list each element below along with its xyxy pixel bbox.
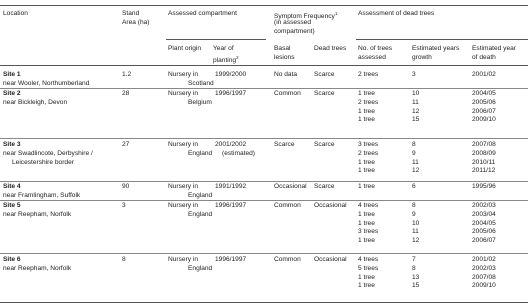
year-of-planting: 1996/1997 xyxy=(215,256,247,263)
estimated-years-growth: 10 xyxy=(412,90,420,97)
dead-trees-frequency: Scarce xyxy=(314,90,335,97)
site-name: Site 5 xyxy=(3,202,21,209)
estimated-year-of-death: 2007/08 xyxy=(472,273,496,281)
row-rule xyxy=(0,253,528,254)
site-name: Site 1 xyxy=(3,71,21,78)
estimated-year-of-death: 2008/09 xyxy=(472,149,496,157)
trees-assessed: 1 tree xyxy=(358,167,375,175)
header-no-trees-2: assessed xyxy=(358,54,386,61)
row-rule xyxy=(0,88,528,89)
estimated-year-of-death: 2001/02 xyxy=(472,256,496,263)
header-symptom-frequency: Symptom Frequency$^1$ xyxy=(274,11,338,21)
estimated-years-growth: 12 xyxy=(412,107,420,115)
basal-lesions: Common xyxy=(274,202,301,209)
estimated-years-growth: 8 xyxy=(412,141,416,148)
site-location: near Bickleigh, Devon xyxy=(3,98,68,106)
stand-area: 27 xyxy=(122,141,130,148)
estimated-years-growth: 12 xyxy=(412,167,420,175)
trees-assessed: 1 tree xyxy=(358,219,375,227)
header-est-growth: Estimated years xyxy=(412,45,460,52)
basal-lesions: Common xyxy=(274,256,301,263)
header-est-death-2: of death xyxy=(472,54,496,61)
header-est-growth-2: growth xyxy=(412,54,432,61)
site-name: Site 3 xyxy=(3,141,21,148)
plant-origin: Nursery in xyxy=(168,202,199,209)
estimated-year-of-death: 2003/04 xyxy=(472,210,496,218)
header-est-death: Estimated year xyxy=(472,45,516,52)
row-rule xyxy=(0,200,528,201)
trees-assessed: 1 tree xyxy=(358,107,375,115)
header-symptom-frequency-3: compartment) xyxy=(274,28,315,35)
estimated-year-of-death: 2005/06 xyxy=(472,98,496,106)
header-year-planting-2: planting$^2$ xyxy=(213,55,239,65)
plant-origin: Nursery in xyxy=(168,90,199,97)
stand-area: 1.2 xyxy=(122,71,132,78)
trees-assessed: 1 tree xyxy=(358,237,375,245)
estimated-years-growth: 8 xyxy=(412,264,416,272)
trees-assessed: 1 tree xyxy=(358,210,375,218)
basal-lesions: Occasional xyxy=(274,183,307,190)
site-location: near Framlingham, Suffolk xyxy=(3,191,81,199)
dead-trees-frequency: Scarce xyxy=(314,71,335,78)
trees-assessed: 1 tree xyxy=(358,183,375,190)
trees-assessed: 1 tree xyxy=(358,90,375,97)
estimated-year-of-death: 2005/06 xyxy=(472,228,496,236)
estimated-year-of-death: 2002/03 xyxy=(472,202,496,209)
estimated-years-growth: 9 xyxy=(412,210,416,218)
stand-area: 28 xyxy=(122,90,130,97)
header-basal-lesions-2: lesions xyxy=(274,54,295,61)
estimated-years-growth: 13 xyxy=(412,273,420,281)
estimated-year-of-death: 2004/05 xyxy=(472,90,496,97)
estimated-year-of-death: 2009/10 xyxy=(472,116,496,124)
header-assessment-dead-trees: Assessment of dead trees xyxy=(358,10,435,17)
estimated-years-growth: 12 xyxy=(412,237,420,245)
stand-area: 90 xyxy=(122,183,130,190)
estimated-years-growth: 3 xyxy=(412,71,416,78)
site-location: near Reepham, Norfolk xyxy=(3,210,72,218)
trees-assessed: 4 trees xyxy=(358,202,379,209)
estimated-years-growth: 11 xyxy=(412,158,419,166)
header-sub-rule-1 xyxy=(166,39,266,40)
header-bottom-rule xyxy=(0,65,528,66)
estimated-year-of-death: 2004/05 xyxy=(472,219,496,227)
trees-assessed: 4 trees xyxy=(358,256,379,263)
year-of-planting: 1991/1992 xyxy=(215,183,247,190)
trees-assessed: 1 tree xyxy=(358,116,375,124)
row-rule xyxy=(0,138,528,139)
site-name: Site 6 xyxy=(3,256,21,263)
estimated-years-growth: 9 xyxy=(412,149,416,157)
estimated-year-of-death: 2006/07 xyxy=(472,107,496,115)
estimated-year-of-death: 1995/96 xyxy=(472,183,496,190)
trees-assessed: 3 trees xyxy=(358,141,379,148)
estimated-years-growth: 11 xyxy=(412,98,419,106)
site-location: near Swadlincote, Derbyshire / xyxy=(3,149,93,157)
trees-assessed: 1 tree xyxy=(358,158,375,166)
plant-origin-country: Scotland xyxy=(188,79,214,87)
basal-lesions: Common xyxy=(274,90,301,97)
dead-trees-frequency: Occasional xyxy=(314,256,347,263)
year-of-planting-note: (estimated) xyxy=(222,149,255,157)
basal-lesions: Scarce xyxy=(274,141,295,148)
header-sub-rule-2 xyxy=(356,39,528,40)
site-name: Site 2 xyxy=(3,90,21,97)
trees-assessed: 3 trees xyxy=(358,228,379,236)
dead-trees-frequency: Scarce xyxy=(314,141,335,148)
plant-origin: Nursery in xyxy=(168,183,199,190)
site-name: Site 4 xyxy=(3,183,21,190)
plant-origin: Nursery in xyxy=(168,71,199,78)
plant-origin-country: England xyxy=(188,191,213,199)
estimated-years-growth: 10 xyxy=(412,219,420,227)
site-location: near Reepham, Norfolk xyxy=(3,264,72,272)
basal-lesions: No data xyxy=(274,71,298,78)
estimated-years-growth: 11 xyxy=(412,228,419,236)
header-basal-lesions: Basal xyxy=(274,45,291,52)
estimated-year-of-death: 2010/11 xyxy=(472,158,496,166)
trees-assessed: 1 tree xyxy=(358,282,375,290)
dead-trees-frequency: Occasional xyxy=(314,202,347,209)
header-location: Location xyxy=(3,10,28,17)
estimated-years-growth: 15 xyxy=(412,282,420,290)
year-of-planting: 1996/1997 xyxy=(215,202,247,209)
plant-origin-country: England xyxy=(188,210,213,218)
trees-assessed: 2 trees xyxy=(358,71,379,78)
estimated-years-growth: 7 xyxy=(412,256,416,263)
site-location: Leicestershire border xyxy=(12,158,74,166)
top-rule xyxy=(0,5,528,6)
trees-assessed: 5 trees xyxy=(358,264,379,272)
year-of-planting: 1996/1997 xyxy=(215,90,247,97)
estimated-years-growth: 15 xyxy=(412,116,420,124)
estimated-year-of-death: 2001/02 xyxy=(472,71,496,78)
estimated-years-growth: 6 xyxy=(412,183,416,190)
header-no-trees: No. of trees xyxy=(358,45,393,52)
plant-origin-country: Belgium xyxy=(188,98,212,106)
plant-origin-country: England xyxy=(188,149,213,157)
row-rule xyxy=(0,181,528,182)
estimated-year-of-death: 2011/12 xyxy=(472,167,496,175)
plant-origin: Nursery in xyxy=(168,256,199,263)
trees-assessed: 2 trees xyxy=(358,98,379,106)
year-of-planting: 1999/2000 xyxy=(215,71,247,78)
header-stand-area: Stand xyxy=(122,10,140,17)
estimated-year-of-death: 2007/08 xyxy=(472,141,496,148)
estimated-years-growth: 8 xyxy=(412,202,416,209)
stand-area: 3 xyxy=(122,202,126,209)
header-symptom-frequency-2: (in assessed xyxy=(274,19,312,26)
site-location: near Wooler, Northumberland xyxy=(3,79,90,87)
year-of-planting: 2001/2002 xyxy=(215,141,247,148)
header-dead-trees: Dead trees xyxy=(314,45,347,52)
trees-assessed: 1 tree xyxy=(358,273,375,281)
header-plant-origin: Plant origin xyxy=(168,45,201,52)
stand-area: 8 xyxy=(122,256,126,263)
header-assessed-compartment: Assessed compartment xyxy=(168,10,237,17)
trees-assessed: 2 trees xyxy=(358,149,379,157)
header-stand-area-unit: Area (ha) xyxy=(122,19,150,26)
plant-origin: Nursery in xyxy=(168,141,199,148)
estimated-year-of-death: 2006/07 xyxy=(472,237,496,245)
plant-origin-country: England xyxy=(188,264,213,272)
bottom-rule xyxy=(0,302,528,303)
dead-trees-frequency: Scarce xyxy=(314,183,335,190)
estimated-year-of-death: 2009/10 xyxy=(472,282,496,290)
header-year-planting: Year of xyxy=(213,45,234,52)
estimated-year-of-death: 2002/03 xyxy=(472,264,496,272)
